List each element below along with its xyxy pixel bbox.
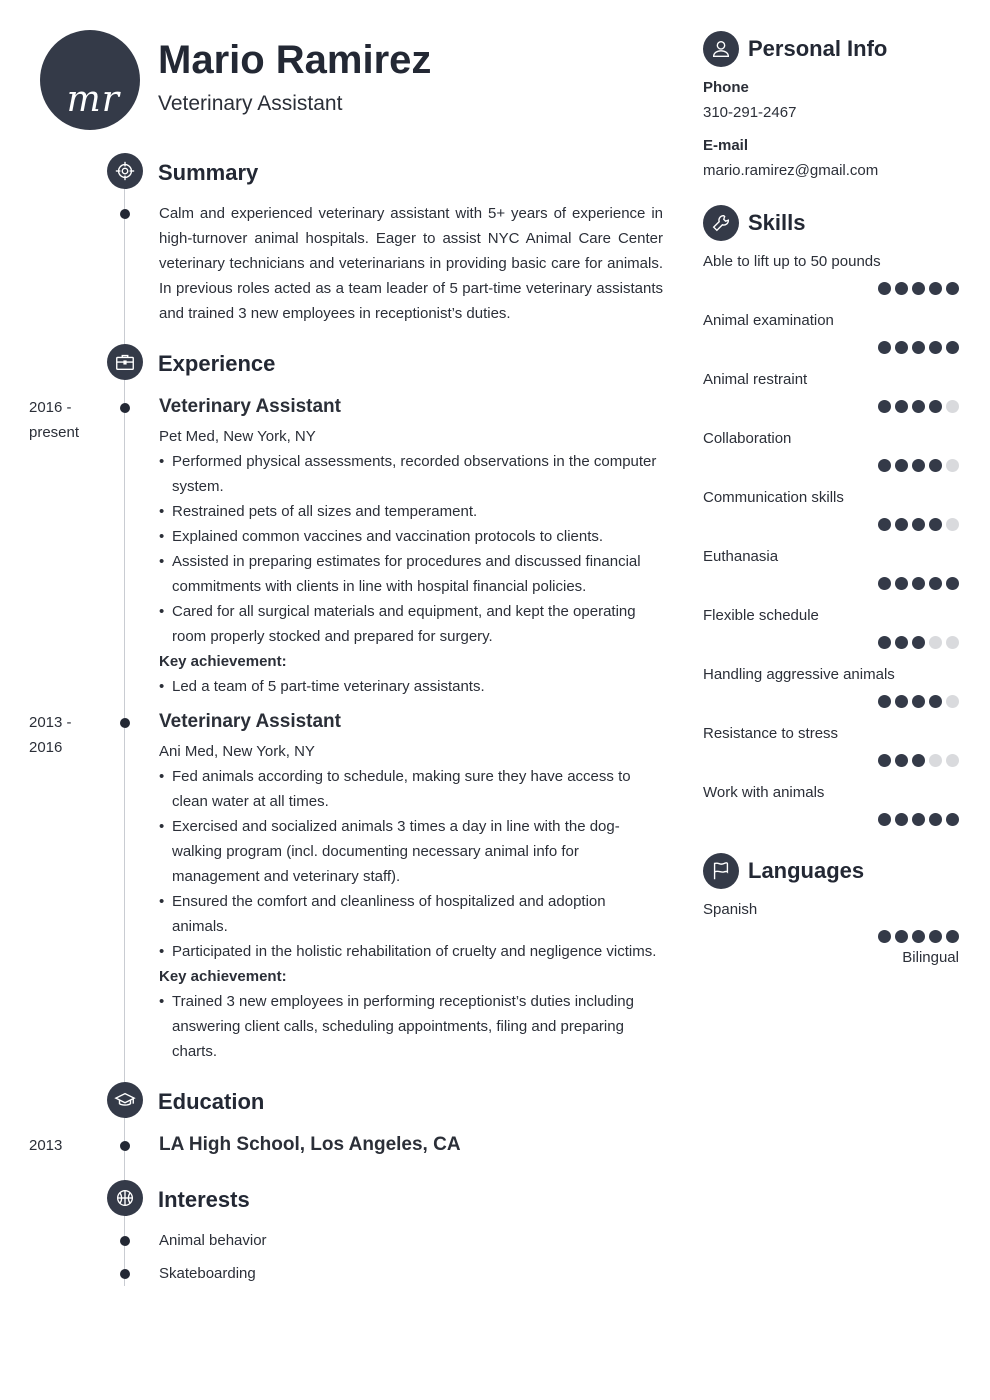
rating-dot: [878, 754, 891, 767]
rating-dot: [946, 282, 959, 295]
rating-dot: [946, 695, 959, 708]
rating-dot: [878, 400, 891, 413]
rating-dot: [946, 518, 959, 531]
timeline-dot: [120, 1269, 130, 1279]
rating-dot: [878, 813, 891, 826]
section-title-education: Education: [158, 1089, 265, 1114]
summary-text: Calm and experienced veterinary assistant with 5+ years of experience in high-turnover animal hospitals. Eager to assist NYC Animal Care Center veterinary technicians and veterinarians in providing basic care for animals. In previous roles acted as a team leader of 5 part-time veterinary assistants and trained 3 new employees in receptionist’s duties.: [159, 205, 663, 322]
job-duties: [159, 449, 664, 649]
skill-rating: [878, 400, 960, 413]
rating-dot: [912, 459, 925, 472]
rating-dot: [912, 695, 925, 708]
key-achievements: [159, 674, 664, 699]
rating-dot: [946, 459, 959, 472]
section-title-experience: Experience: [158, 351, 276, 376]
rating-dot: [912, 930, 925, 943]
skill-name: Work with animals: [703, 784, 825, 801]
candidate-name: Mario Ramirez: [158, 38, 432, 82]
rating-dot: [929, 577, 942, 590]
section-title-skills: Skills: [748, 210, 806, 235]
job-duty: • Fed animals according to schedule, making sure they have access to clean water at all times.: [159, 764, 664, 814]
rating-dot: [878, 577, 891, 590]
rating-dot: [946, 341, 959, 354]
skill-name: Collaboration: [703, 430, 792, 447]
job-duty: • Ensured the comfort and cleanliness of hospitalized and adoption animals.: [159, 889, 664, 939]
job-duty: • Restrained pets of all sizes and temperament.: [159, 499, 664, 524]
rating-dot: [929, 695, 942, 708]
skill-name: Animal examination: [703, 312, 834, 329]
rating-dot: [878, 459, 891, 472]
skill-rating: [878, 577, 960, 590]
section-title-languages: Languages: [748, 858, 865, 883]
rating-dot: [878, 282, 891, 295]
avatar-initials: mr: [66, 79, 120, 120]
rating-dot: [895, 813, 908, 826]
email-label: E-mail: [703, 137, 749, 154]
job-duty: • Exercised and socialized animals 3 times a day in line with the dog-walking program (incl. documenting necessary animal info for management and veterinary staff).: [159, 814, 664, 889]
job-date: 2013 - 2016: [29, 714, 72, 756]
skill-name: Communication skills: [703, 489, 844, 506]
section-title-summary: Summary: [158, 160, 259, 185]
key-achievement-label: Key achievement:: [159, 968, 287, 985]
rating-dot: [946, 813, 959, 826]
job-date: 2016 - present: [29, 399, 80, 441]
rating-dot: [912, 341, 925, 354]
timeline-dot: [120, 209, 130, 219]
job-details: [159, 739, 664, 1064]
skill-name: Resistance to stress: [703, 725, 839, 742]
rating-dot: [929, 636, 942, 649]
email-value: mario.ramirez@gmail.com: [703, 162, 879, 179]
skill-rating: [878, 282, 960, 295]
rating-dot: [929, 282, 942, 295]
timeline-dot: [120, 1141, 130, 1151]
key-achievement-label: Key achievement:: [159, 653, 287, 670]
rating-dot: [878, 930, 891, 943]
flag-icon: [703, 853, 739, 889]
rating-dot: [929, 930, 942, 943]
section-title-personal-info: Personal Info: [748, 36, 888, 61]
job-duty: • Performed physical assessments, recorded observations in the computer system.: [159, 449, 664, 499]
skill-rating: [878, 754, 960, 767]
job-title: Veterinary Assistant: [159, 396, 341, 417]
phone-label: Phone: [703, 79, 749, 96]
rating-dot: [912, 282, 925, 295]
phone-value: 310-291-2467: [703, 104, 797, 121]
interest-item: Skateboarding: [159, 1265, 256, 1282]
rating-dot: [912, 577, 925, 590]
skill-rating: [878, 813, 960, 826]
timeline-dot: [120, 403, 130, 413]
rating-dot: [912, 518, 925, 531]
rating-dot: [878, 518, 891, 531]
skill-name: Euthanasia: [703, 548, 779, 565]
rating-dot: [912, 754, 925, 767]
rating-dot: [929, 341, 942, 354]
job-duty: • Assisted in preparing estimates for procedures and discussed financial commitments with clients in line with hospital financial policies.: [159, 549, 664, 599]
rating-dot: [895, 282, 908, 295]
rating-dot: [895, 518, 908, 531]
rating-dot: [929, 754, 942, 767]
rating-dot: [895, 577, 908, 590]
graduation-cap-icon: [107, 1082, 143, 1118]
rating-dot: [946, 930, 959, 943]
key-achievement: • Trained 3 new employees in performing receptionist’s duties including answering client calls, scheduling appointments, filing and preparing charts.: [159, 989, 664, 1064]
candidate-role: Veterinary Assistant: [158, 92, 343, 115]
rating-dot: [946, 400, 959, 413]
rating-dot: [895, 695, 908, 708]
initials-avatar: [40, 30, 140, 130]
language-rating: [878, 930, 960, 943]
rating-dot: [946, 577, 959, 590]
skill-name: Able to lift up to 50 pounds: [703, 253, 881, 270]
target-icon: [107, 153, 143, 189]
skill-rating: [878, 459, 960, 472]
rating-dot: [878, 695, 891, 708]
rating-dot: [878, 341, 891, 354]
job-company: Pet Med, New York, NY: [159, 428, 316, 445]
wrench-icon: [703, 205, 739, 241]
basketball-icon: [107, 1180, 143, 1216]
skill-rating: [878, 518, 960, 531]
skill-name: Animal restraint: [703, 371, 808, 388]
job-company: Ani Med, New York, NY: [159, 743, 315, 760]
job-duty: • Participated in the holistic rehabilitation of cruelty and negligence victims.: [159, 939, 664, 964]
rating-dot: [895, 341, 908, 354]
skill-rating: [878, 636, 960, 649]
rating-dot: [929, 813, 942, 826]
rating-dot: [912, 813, 925, 826]
education-entry: LA High School, Los Angeles, CA: [159, 1134, 461, 1155]
rating-dot: [895, 459, 908, 472]
rating-dot: [929, 400, 942, 413]
job-duty: • Explained common vaccines and vaccination protocols to clients.: [159, 524, 664, 549]
rating-dot: [946, 636, 959, 649]
language-level: Bilingual: [902, 949, 959, 966]
interest-item: Animal behavior: [159, 1232, 267, 1249]
rating-dot: [895, 400, 908, 413]
language-name: Spanish: [703, 901, 758, 918]
skill-name: Flexible schedule: [703, 607, 819, 624]
timeline-dot: [120, 1236, 130, 1246]
rating-dot: [912, 400, 925, 413]
briefcase-icon: [107, 344, 143, 380]
rating-dot: [929, 518, 942, 531]
rating-dot: [895, 930, 908, 943]
job-duties: [159, 764, 664, 964]
rating-dot: [946, 754, 959, 767]
key-achievement: • Led a team of 5 part-time veterinary assistants.: [159, 674, 664, 699]
section-title-interests: Interests: [158, 1187, 250, 1212]
key-achievements: [159, 989, 664, 1064]
rating-dot: [912, 636, 925, 649]
rating-dot: [895, 754, 908, 767]
skill-rating: [878, 341, 960, 354]
rating-dot: [929, 459, 942, 472]
user-icon: [703, 31, 739, 67]
rating-dot: [895, 636, 908, 649]
education-date: 2013: [29, 1137, 63, 1154]
timeline-dot: [120, 718, 130, 728]
job-title: Veterinary Assistant: [159, 711, 341, 732]
skill-name: Handling aggressive animals: [703, 666, 895, 683]
job-duty: • Cared for all surgical materials and equipment, and kept the operating room properly stocked and prepared for surgery.: [159, 599, 664, 649]
job-details: [159, 424, 664, 699]
rating-dot: [878, 636, 891, 649]
skill-rating: [878, 695, 960, 708]
